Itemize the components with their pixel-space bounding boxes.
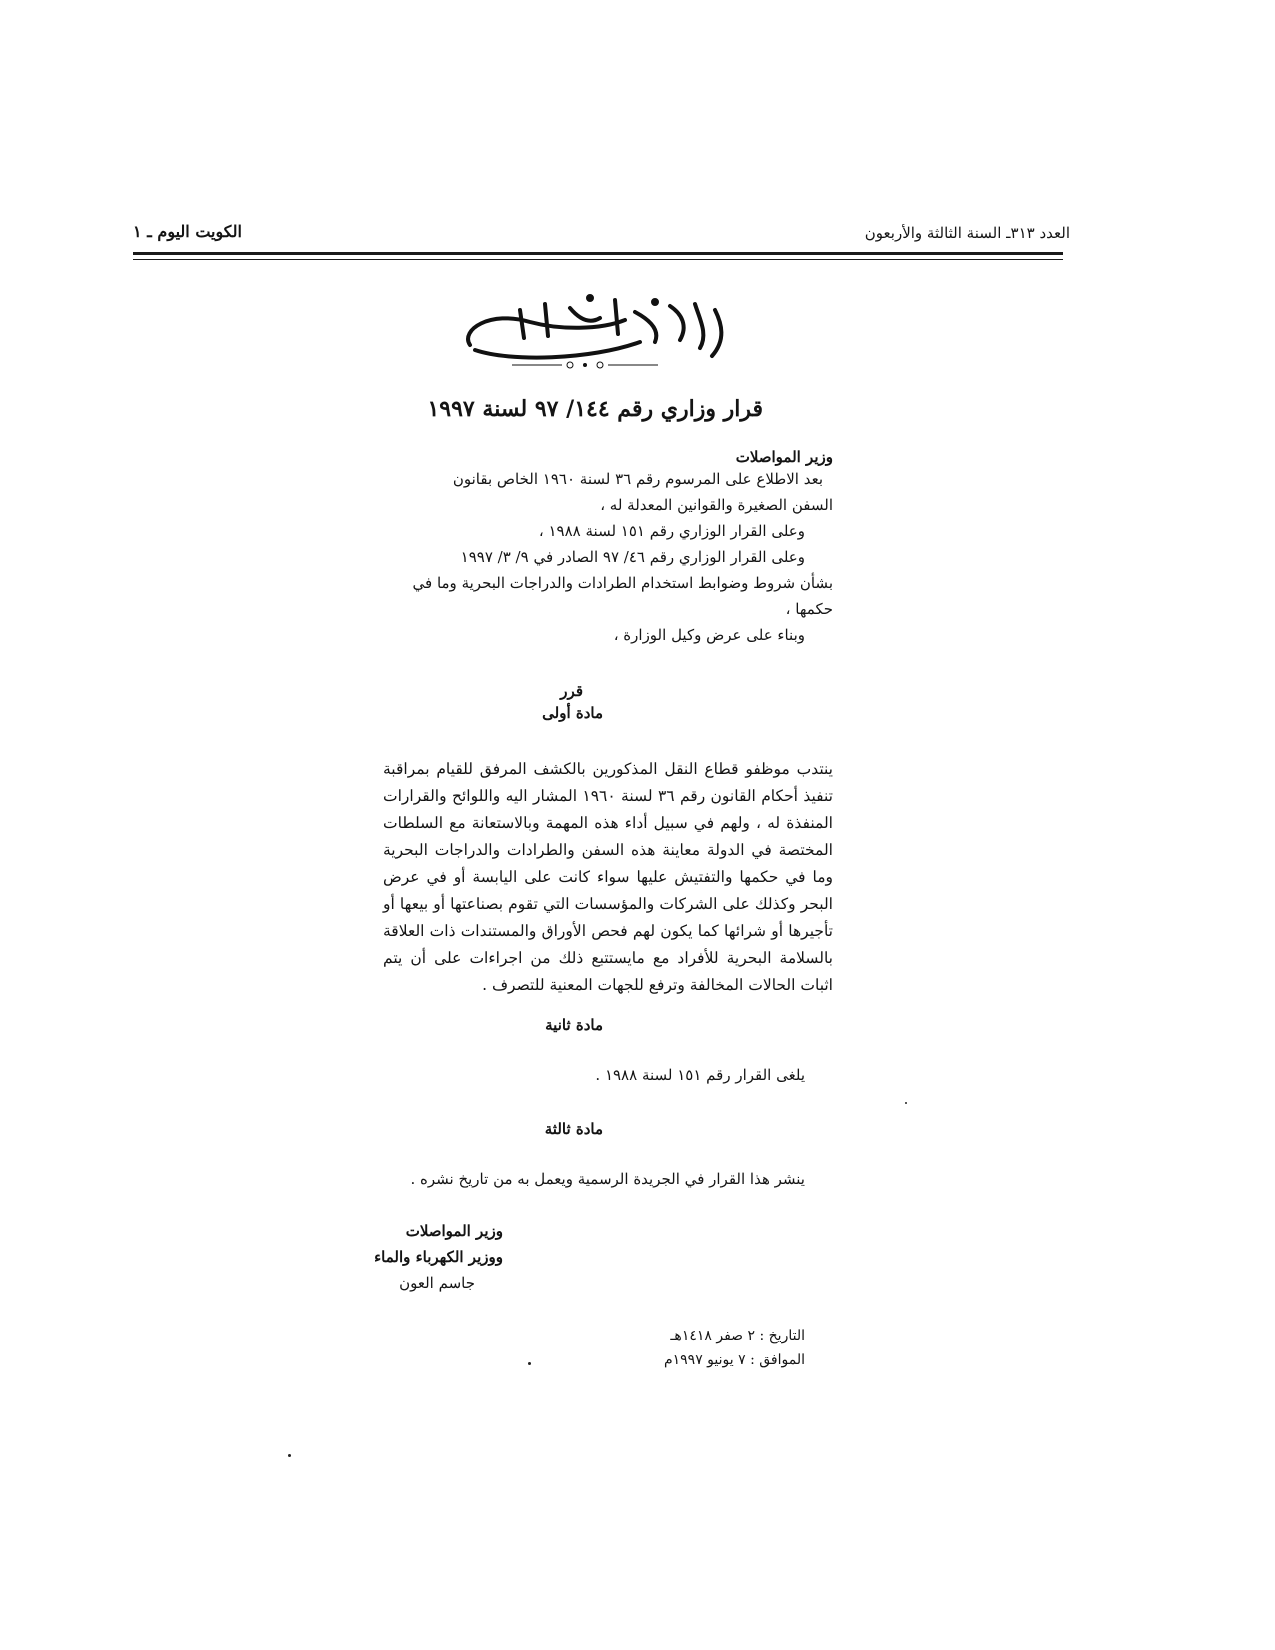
preamble-line-6: حكمها ، <box>785 600 833 618</box>
header-rule-thick <box>133 252 1063 255</box>
preamble-line-7: وبناء على عرض وكيل الوزارة ، <box>613 626 805 644</box>
preamble-line-2: السفن الصغيرة والقوانين المعدلة له ، <box>600 496 833 514</box>
issue-line: العدد ٣١٣ـ السنة الثالثة والأربعون <box>864 224 1070 242</box>
signature-title-2: ووزير الكهرباء والماء <box>374 1248 503 1266</box>
signature-name: جاسم العون <box>399 1274 475 1292</box>
preamble-line-5: بشأن شروط وضوابط استخدام الطرادات والدراجات البحرية وما في <box>412 574 833 592</box>
article-2-text: يلغى القرار رقم ١٥١ لسنة ١٩٨٨ . <box>595 1066 805 1084</box>
signature-title-1: وزير المواصلات <box>405 1222 503 1240</box>
article-1-text: ينتدب موظفو قطاع النقل المذكورين بالكشف المرفق للقيام بمراقبة تنفيذ أحكام القانون رقم ٣٦ لسنة ١٩٦٠ المشار اليه واللوائح والقرارات المنفذة له ، ولهم في سبيل أداء هذه المهمة وبالاستعانة مع السلطات المختصة في الدولة معاينة هذه السفن والطرادات والدراجات البحرية وما في حكمها والتفتيش عليها سواء كانت على اليابسة أو في عرض البحر وكذلك على الشركات والمؤسسات التي تقوم بصناعتها أو بيعها أو تأجيرها أو شرائها كما يكون لهم فحص الأوراق والمستندات ذات العلاقة بالسلامة البحرية للأفراد مع مايستتبع ذلك من اجراءات على أن يتم اثبات الحالات المخالفة وترفع للجهات المعنية للتصرف . <box>383 760 833 994</box>
article-3-text: ينشر هذا القرار في الجريدة الرسمية ويعمل به من تاريخ نشره . <box>410 1170 805 1188</box>
gregorian-date: الموافق : ٧ يونيو ١٩٩٧م <box>663 1352 805 1368</box>
scan-speck <box>288 1454 291 1457</box>
decided-heading: قرر <box>560 682 583 700</box>
preamble-line-4: وعلى القرار الوزاري رقم ٤٦/ ٩٧ الصادر في ٩/ ٣/ ١٩٩٧ <box>460 548 805 566</box>
hijri-date: التاريخ : ٢ صفر ١٤١٨هـ <box>670 1328 805 1344</box>
scan-speck <box>528 1362 531 1365</box>
header-rule-thin <box>133 259 1063 260</box>
article-3-heading: مادة ثالثة <box>544 1120 603 1138</box>
preamble-line-3: وعلى القرار الوزاري رقم ١٥١ لسنة ١٩٨٨ ، <box>538 522 805 540</box>
scan-speck <box>905 1102 907 1104</box>
publication-name: الكويت اليوم ـ ١ <box>133 222 242 241</box>
ornament-divider-icon <box>510 358 660 372</box>
preamble-line-1: بعد الاطلاع على المرسوم رقم ٣٦ لسنة ١٩٦٠ الخاص بقانون <box>452 470 823 488</box>
issuer-line: وزير المواصلات <box>735 448 833 466</box>
decision-title: قرار وزاري رقم ١٤٤/ ٩٧ لسنة ١٩٩٧ <box>427 396 763 422</box>
article-2-heading: مادة ثانية <box>545 1016 603 1034</box>
article-1-heading: مادة أولى <box>542 704 603 722</box>
